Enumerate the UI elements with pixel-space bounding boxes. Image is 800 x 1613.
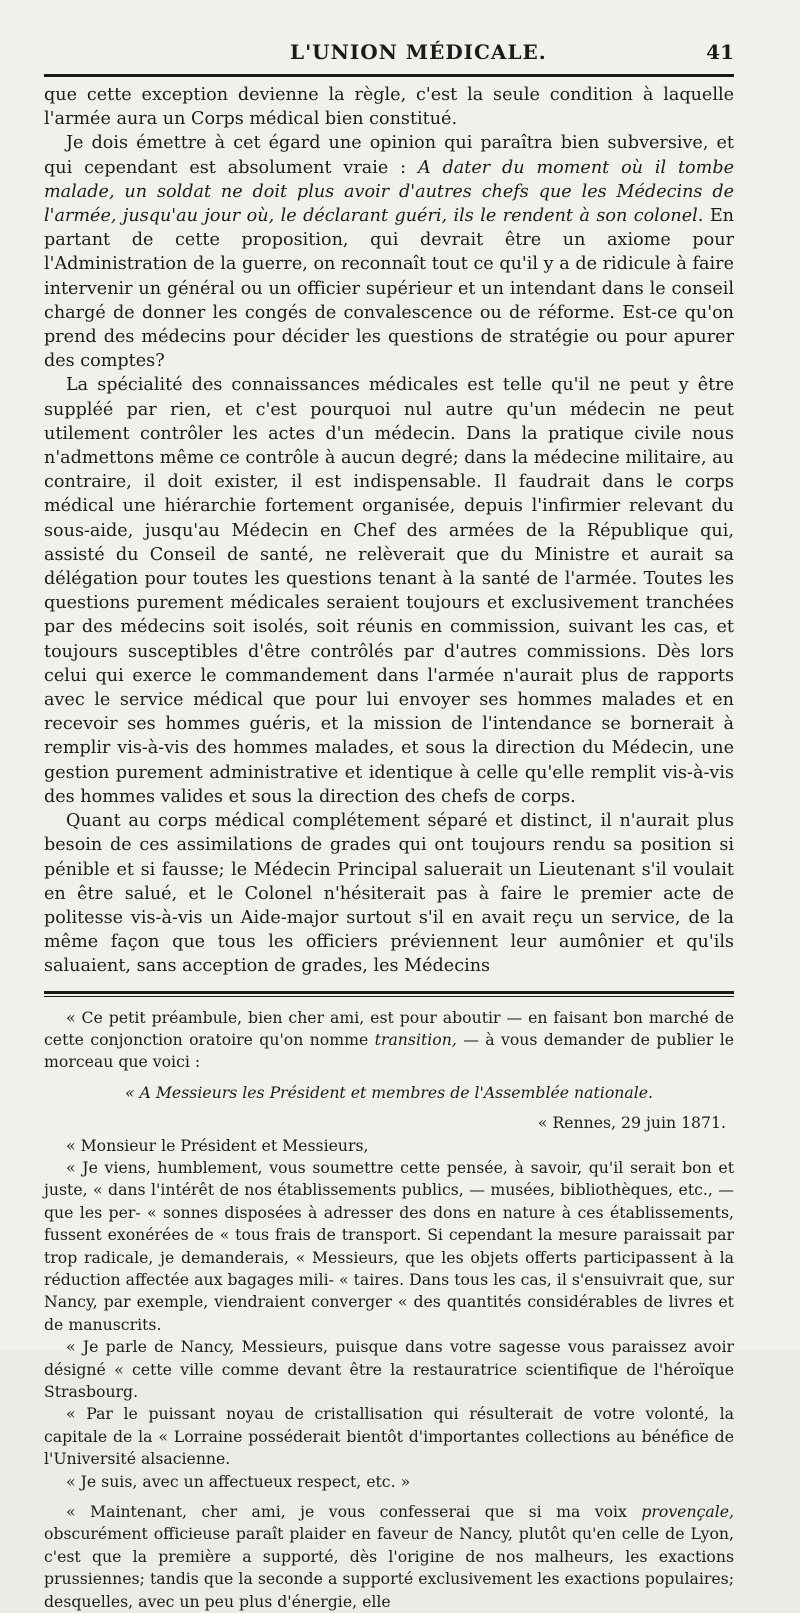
paragraph-4: Quant au corps médical complétement séparé et distinct, il n'aurait plus besoin de ces assimilations de grades qui ont toujours rendu sa position si pénible et si fausse; le Médecin Principal saluerait un Lieutenant s'il voulait en être salué, et le Colonel n'hésiterait pas à faire le premier acte de politesse vis-à-vis un Aide-major surtout s'il en avait reçu un service, de la même façon que tous les officiers préviennent leur aumônier et qu'ils saluaient, sans acception de grades, les Médecins (44, 811, 734, 977)
paragraph-2 (44, 131, 734, 373)
note-closing: « Je suis, avec un affectueux respect, etc. » (66, 1471, 411, 1491)
note-salutation: « Monsieur le Président et Messieurs, (66, 1135, 369, 1155)
running-header (44, 40, 734, 70)
note-intro (44, 1007, 734, 1074)
note-final-start: « Maintenant, cher ami, je vous confesserai que si ma voix (66, 1502, 642, 1522)
paragraph-2-start: Je dois émettre à cet égard une opinion qui paraîtra bien subversive, et qui cependant est absolument vraie : (44, 133, 734, 178)
journal-title: L'UNION MÉDICALE. (290, 40, 547, 64)
note-final-end: obscurément officieuse paraît plaider en faveur de Nancy, plutôt qu'en celle de Lyon, c'est que la première a supporté, dès l'origine de nos malheurs, les exactions prussiennes; tandis que la seconde a supporté exclusivement les exactions populaires; desquelles, avec un peu plus d'énergie, elle (44, 1524, 734, 1611)
paragraph-2-italic: A dater du moment où il tombe malade, un soldat ne doit plus avoir d'autres chefs que les Médecins de l'armée, jusqu'au jour où, le déclarant guéri, ils le rendent à son colonel. (44, 157, 734, 227)
paragraph-2-end: En partant de cette proposition, qui devrait être un axiome pour l'Administration de la guerre, on reconnaît tout ce qu'il y a de ridicule à faire intervenir un général ou un officier supérieur et un intendant dans le conseil chargé de donner les congés de convalescence ou de réforme. Est-ce qu'on prend des médecins pour décider les questions de stratégie ou pour apurer des comptes? (44, 206, 734, 372)
note-letter-body-1: « Je viens, humblement, vous soumettre cette pensée, à savoir, qu'il serait bon et juste, « dans l'intérêt de nos établissements publics, — musées, bibliothèques, etc., — que les per- « sonnes disposées à adresser des dons en nature à ces établissements, fussent exonérées de « tous frais de transport. Si cependant la mesure paraissait par trop radicale, je demanderais, « Messieurs, que les objets offerts participassent à la réduction affectée aux bagages mili- « taires. Dans tous les cas, il s'ensuivrait que, sur Nancy, par exemple, viendraient converger « des quantités considérables de livres et de manuscrits. (44, 1157, 734, 1334)
header-rule (44, 74, 734, 77)
note-final-italic: provençale, (641, 1502, 734, 1522)
paragraph-1: que cette exception devienne la règle, c'est la seule condition à laquelle l'armée aura un Corps médical bien constitué. (44, 85, 734, 130)
page-number: 41 (706, 40, 734, 64)
footnote-section (44, 1007, 734, 1613)
note-intro-end: — à vous demander de publier le morceau que voici : (44, 1029, 735, 1072)
note-date: « Rennes, 29 juin 1871. (537, 1113, 726, 1133)
note-address-text: « A Messieurs les Président et membres de l'Assemblée nationale. (124, 1082, 654, 1102)
note-address (44, 1082, 734, 1104)
main-text (44, 83, 734, 979)
note-intro-start: « Ce petit préambule, bien cher ami, est pour aboutir — en faisant bon marché de cette conjonction oratoire qu'on nomme (44, 1007, 734, 1049)
paragraph-3: La spécialité des connaissances médicales est telle qu'il ne peut y être suppléé par rien, et c'est pourquoi nul autre qu'un médecin ne peut utilement contrôler les actes d'un médecin. Dans la pratique civile nous n'admettons même ce contrôle à aucun degré; dans la médecine militaire, au contraire, il doit exister, il est indispensable. Il faudrait dans le corps médical une hiérarchie fortement organisée, depuis l'infirmier relevant du sous-aide, jusqu'au Médecin en Chef des armées de la République qui, assisté du Conseil de santé, ne relèverait que du Ministre et aurait sa délégation pour toutes les questions tenant à la santé de l'armée. Toutes les questions purement médicales seraient toujours et exclusivement tranchées par des médecins soit isolés, soit réunis en commission, suivant les cas, et toujours susceptibles d'être contrôlés par d'autres commissions. Dès lors celui qui exerce le commandement dans l'armée n'aurait plus de rapports avec le service médical que pour lui envoyer ses hommes malades et en recevoir ses hommes guéris, et la mission de l'intendance se bornerait à remplir vis-à-vis des hommes malades, et sous la direction du Médecin, une gestion purement administrative et identique à celle qu'elle remplit vis-à-vis des hommes valides et sous la direction des chefs de corps. (44, 375, 734, 807)
note-final-paragraph (44, 1501, 734, 1613)
note-letter-body-3: « Par le puissant noyau de cristallisation qui résulterait de votre volonté, la capitale de la « Lorraine posséderait bientôt d'importantes collections au bénéfice de l'Université alsacienne. (44, 1404, 734, 1469)
note-intro-italic: transition, (374, 1029, 457, 1049)
section-divider (44, 991, 734, 997)
note-letter-body-2: « Je parle de Nancy, Messieurs, puisque dans votre sagesse vous paraissez avoir désigné « cette ville comme devant être la restauratrice scientifique de l'héroïque Strasbourg. (44, 1337, 734, 1402)
